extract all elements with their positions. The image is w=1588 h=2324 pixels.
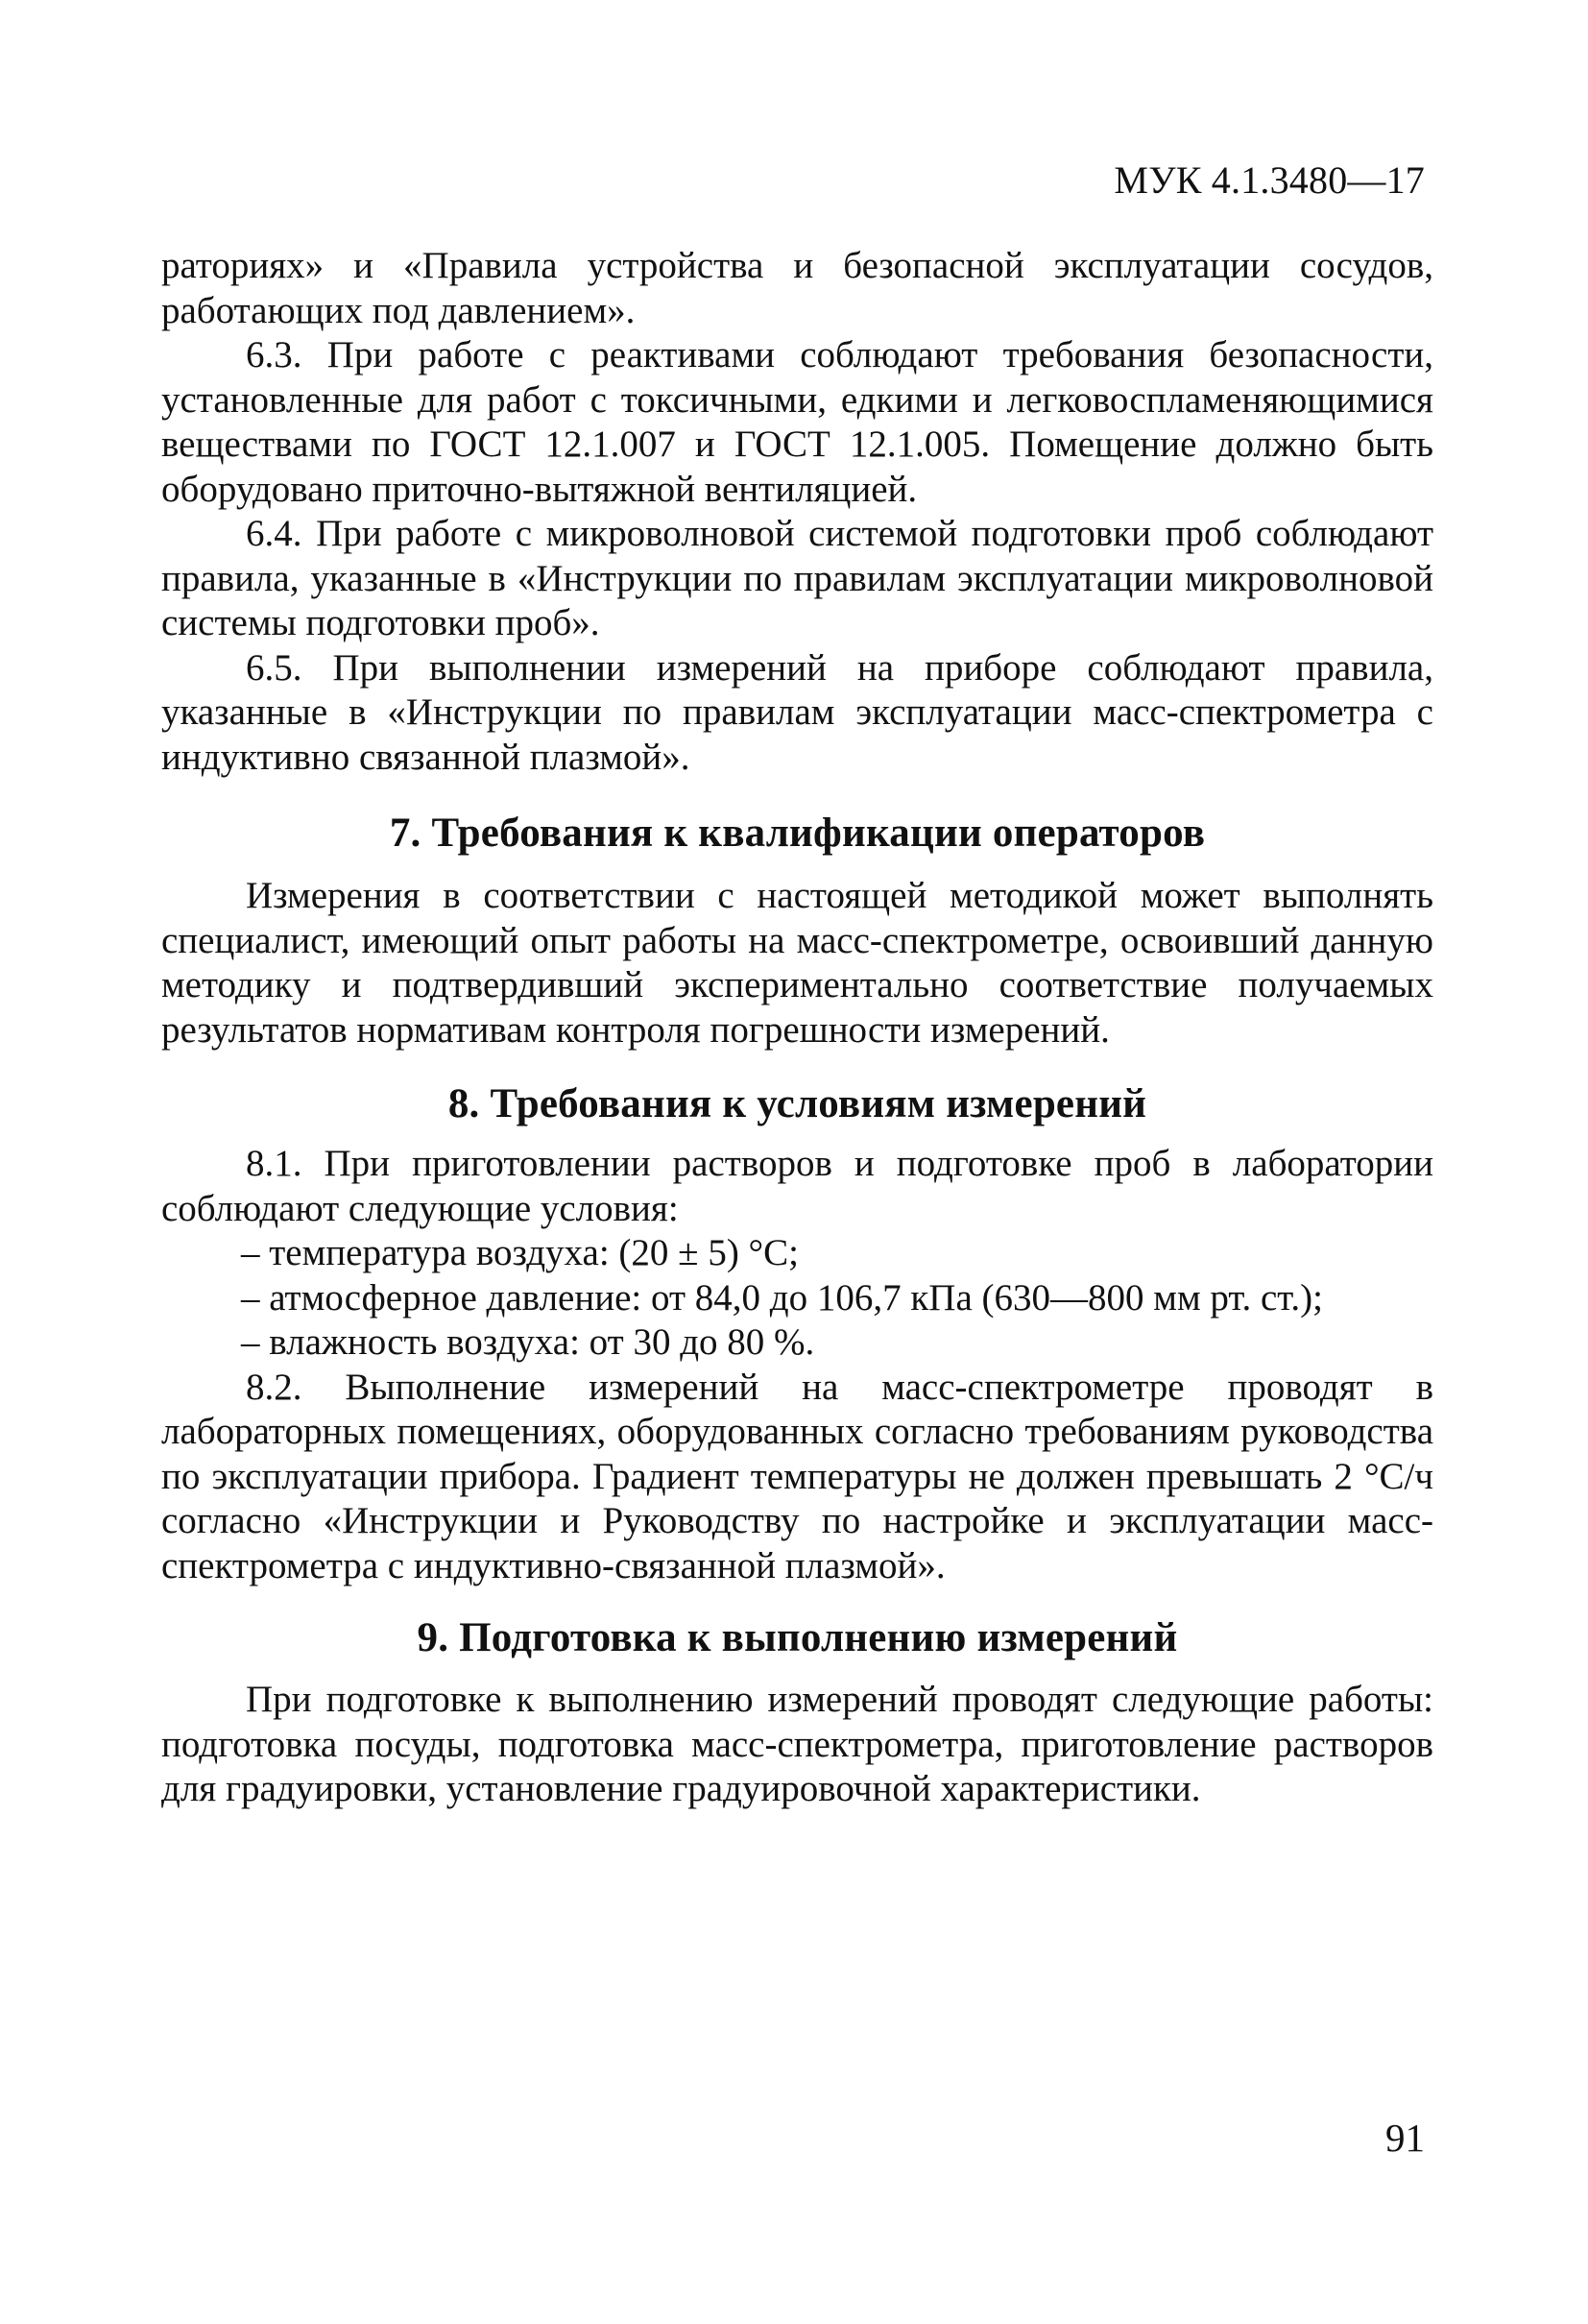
section-7-paragraph: Измерения в соответствии с настоящей методикой может выполнять специалист, имеющий опыт работы на масс-спектрометре, освоивший данную методику и подтвердивший экспериментально соответствие получаемых результатов нормативам контроля погрешности измерений. — [161, 875, 1433, 1051]
section-7-heading: 7. Требования к квалификации операторов — [389, 811, 1206, 856]
condition-humidity: – влажность воздуха: от 30 до 80 %. — [241, 1321, 815, 1363]
condition-temperature: – температура воздуха: (20 ± 5) °С; — [241, 1232, 800, 1273]
document-code-header: МУК 4.1.3480—17 — [1114, 158, 1425, 202]
document-body — [161, 244, 1433, 1812]
paragraph-6-5: 6.5. При выполнении измерений на приборе соблюдают правила, указанные в «Инструкции по правилам эксплуатации масс-спектрометра с индуктивно связанной плазмой». — [161, 646, 1433, 778]
paragraph-6-4: 6.4. При работе с микроволновой системой подготовки проб соблюдают правила, указанные в «Инструкции по правилам эксплуатации микроволновой системы подготовки проб». — [161, 513, 1433, 643]
paragraph-8-1: 8.1. При приготовлении растворов и подготовке проб в лаборатории соблюдают следующие условия: — [161, 1143, 1433, 1229]
section-9-heading: 9. Подготовка к выполнению измерений — [417, 1615, 1178, 1660]
section-8-heading: 8. Требования к условиям измерений — [447, 1081, 1147, 1126]
carryover-paragraph: раториях» и «Правила устройства и безопасной эксплуатации сосудов, работающих под давлением». — [161, 245, 1433, 331]
section-9-paragraph: При подготовке к выполнению измерений проводят следующие работы: подготовка посуды, подготовка масс-спектрометра, приготовление растворов для градуировки, установление градуировочной характеристики. — [161, 1679, 1433, 1809]
condition-pressure: – атмосферное давление: от 84,0 до 106,7 кПа (630—800 мм рт. ст.); — [241, 1276, 1323, 1319]
page-number: 91 — [1385, 2116, 1425, 2160]
paragraph-8-2: 8.2. Выполнение измерений на масс-спектрометре проводят в лабораторных помещениях, оборудованных согласно требованиям руководства по эксплуатации прибора. Градиент температуры не должен превышать 2 °С/ч согласно «Инструкции и Руководству по настройке и эксплуатации масс-спектрометра с индуктивно-связанной плазмой». — [161, 1366, 1433, 1586]
measurement-conditions-list — [161, 1231, 1433, 1366]
paragraph-6-3: 6.3. При работе с реактивами соблюдают требования безопасности, установленные для работ с токсичными, едкими и легковоспламеняющимися веществами по ГОСТ 12.1.007 и ГОСТ 12.1.005. Помещение должно быть оборудовано приточно-вытяжной вентиляцией. — [161, 334, 1433, 510]
